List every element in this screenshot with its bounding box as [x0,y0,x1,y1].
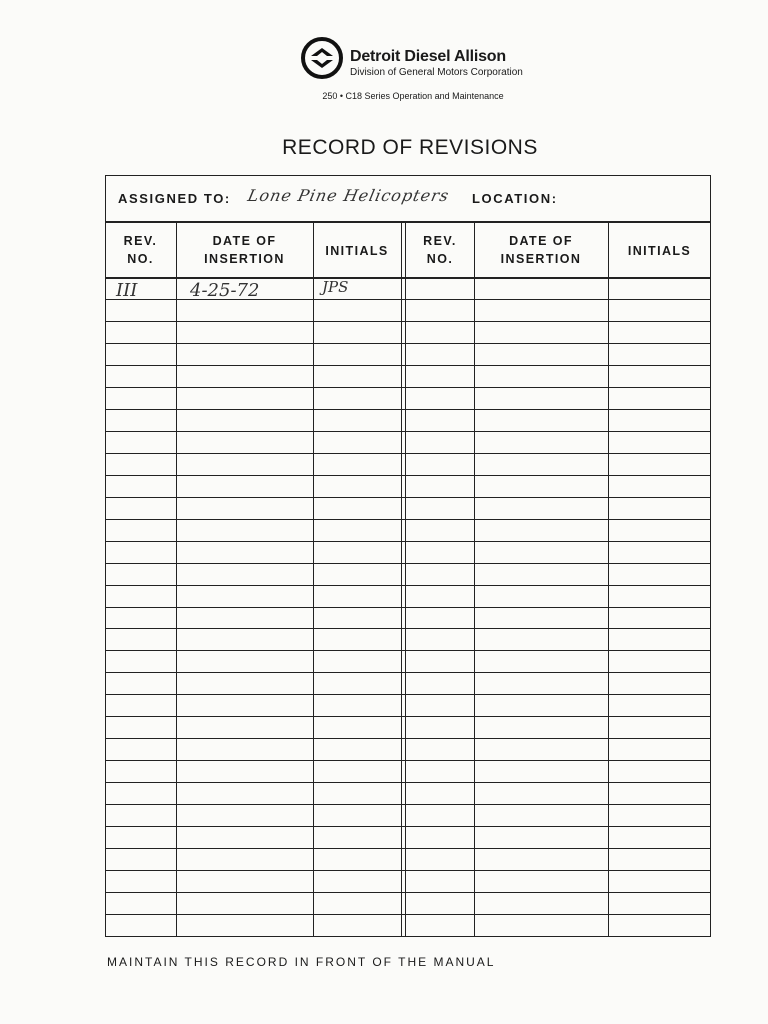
grid-row-line [105,343,711,344]
grid-row-line [105,387,711,388]
grid-row-line [105,607,711,608]
grid-row-line [105,453,711,454]
series-line: 250 • C18 Series Operation and Maintenance [322,91,504,101]
grid-row-line [105,365,711,366]
company-logo-icon [300,36,344,80]
grid-row-line [105,892,711,893]
grid-column-line [313,221,314,936]
assigned-to-label: ASSIGNED TO: [118,191,231,206]
entry-date: 4-25-72 [190,280,260,301]
grid-row-line [105,409,711,410]
grid-row-line [105,585,711,586]
grid-column-line [608,221,609,936]
grid-row-line [105,914,711,915]
grid-column-line [474,221,475,936]
grid-row-line [105,738,711,739]
grid-row-line [105,870,711,871]
entry-rev-no: III [116,280,138,301]
assigned-row-divider [105,221,711,223]
grid-row-line [105,760,711,761]
grid-column-line [176,221,177,936]
column-header-rev-no-left: REV. NO. [123,234,158,266]
grid-row-line [105,321,711,322]
page-title: RECORD OF REVISIONS [282,136,538,159]
grid-row-line [105,694,711,695]
grid-row-line [105,672,711,673]
column-header-date-left: DATE OF INSERTION [204,234,285,266]
column-header-rev-no-right: REV. NO. [423,234,457,266]
grid-row-line [105,563,711,564]
grid-row-line [105,716,711,717]
footer-instruction: MAINTAIN THIS RECORD IN FRONT OF THE MANUAL [107,955,496,969]
assigned-to-value: Lone Pine Helicopters [245,186,452,205]
center-divider-line [405,221,406,936]
header-row-divider [105,277,711,279]
column-header-initials-right: INITIALS [627,244,692,258]
column-header-initials-left: INITIALS [325,244,389,258]
grid-row-line [105,848,711,849]
location-label: LOCATION: [472,191,558,206]
grid-row-line [105,431,711,432]
grid-row-line [105,826,711,827]
grid-row-line [105,628,711,629]
column-header-date-right: DATE OF INSERTION [500,234,582,266]
grid-row-line [105,519,711,520]
entry-initials: JPS [322,278,349,296]
grid-row-line [105,497,711,498]
grid-row-line [105,650,711,651]
grid-row-line [105,804,711,805]
division-name: Division of General Motors Corporation [350,67,523,78]
grid-row-line [105,782,711,783]
grid-row-line [105,475,711,476]
grid-row-line [105,541,711,542]
center-divider-line [401,221,402,936]
brand-name: Detroit Diesel Allison [350,48,506,65]
